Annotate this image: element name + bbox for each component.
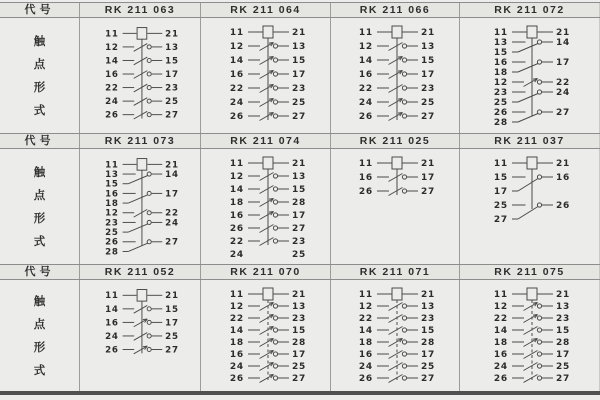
model-name-rk-211-025: RK 211 025 [331, 134, 460, 148]
diagram-cell-rk-211-037 [460, 149, 600, 264]
svg-text:22: 22 [105, 83, 119, 94]
svg-text:26: 26 [105, 237, 119, 248]
svg-text:22: 22 [493, 314, 508, 324]
svg-text:16: 16 [358, 173, 373, 183]
svg-text:27: 27 [555, 108, 570, 118]
svg-text:12: 12 [105, 208, 119, 219]
svg-text:14: 14 [229, 326, 244, 336]
section-header-row [0, 2, 600, 18]
svg-text:22: 22 [165, 208, 179, 219]
model-name-rk-211-064: RK 211 064 [201, 3, 331, 17]
svg-text:26: 26 [493, 374, 508, 384]
code-label: 代号 [0, 3, 80, 17]
svg-text:23: 23 [555, 314, 570, 324]
svg-text:25: 25 [421, 362, 436, 372]
relay-diagram-rk-211-071 [333, 280, 457, 389]
svg-text:27: 27 [291, 112, 306, 122]
contact-form-label [0, 18, 80, 133]
svg-text:22: 22 [358, 84, 373, 94]
code-label: 代号 [0, 265, 80, 279]
svg-text:23: 23 [105, 218, 119, 229]
svg-text:26: 26 [358, 187, 373, 197]
svg-text:12: 12 [105, 42, 119, 53]
svg-text:11: 11 [358, 28, 373, 38]
svg-text:14: 14 [493, 326, 508, 336]
svg-text:13: 13 [291, 42, 306, 52]
svg-text:27: 27 [165, 110, 179, 121]
svg-text:23: 23 [165, 83, 179, 94]
relay-diagram-rk-211-037 [468, 149, 592, 262]
svg-text:24: 24 [105, 97, 119, 108]
svg-text:12: 12 [229, 42, 244, 52]
svg-text:21: 21 [291, 159, 306, 169]
svg-text:21: 21 [555, 28, 570, 38]
svg-text:27: 27 [421, 187, 436, 197]
svg-text:23: 23 [291, 237, 306, 247]
coil-row-11-21 [359, 157, 435, 169]
svg-text:11: 11 [493, 159, 508, 169]
svg-text:15: 15 [165, 56, 179, 67]
coil-row-11-21 [493, 26, 569, 38]
contact-form-char: 形 [33, 213, 46, 225]
svg-text:25: 25 [165, 97, 179, 108]
contact-row-24-25 [229, 250, 305, 260]
svg-text:26: 26 [229, 374, 244, 384]
table-section-2 [0, 133, 600, 264]
svg-text:21: 21 [421, 290, 436, 300]
svg-text:13: 13 [165, 42, 179, 53]
relay-diagram-rk-211-052 [80, 280, 200, 389]
coil-row-11-21 [493, 157, 569, 169]
svg-text:28: 28 [421, 338, 436, 348]
svg-text:15: 15 [165, 304, 179, 315]
svg-text:15: 15 [291, 326, 306, 336]
svg-text:11: 11 [358, 290, 373, 300]
svg-text:15: 15 [555, 326, 570, 336]
model-name-rk-211-070: RK 211 070 [201, 265, 331, 279]
svg-text:21: 21 [165, 291, 179, 302]
code-label: 代号 [0, 134, 80, 148]
svg-text:17: 17 [421, 70, 436, 80]
table-bottom-border [0, 391, 600, 395]
svg-text:17: 17 [493, 187, 508, 197]
svg-text:23: 23 [291, 314, 306, 324]
relay-diagram-rk-211-064 [204, 18, 328, 131]
relay-diagram-rk-211-074 [204, 149, 328, 262]
relay-diagram-rk-211-072 [468, 18, 592, 131]
svg-text:18: 18 [229, 338, 244, 348]
svg-text:22: 22 [229, 84, 244, 94]
contact-form-char: 触 [33, 36, 46, 48]
svg-text:16: 16 [229, 70, 244, 80]
coil-row-11-21 [359, 26, 435, 38]
svg-text:25: 25 [165, 331, 179, 342]
svg-text:24: 24 [105, 331, 119, 342]
svg-text:12: 12 [493, 302, 508, 312]
svg-text:21: 21 [555, 290, 570, 300]
svg-text:13: 13 [493, 38, 508, 48]
svg-text:14: 14 [229, 56, 244, 66]
model-name-rk-211-066: RK 211 066 [331, 3, 460, 17]
svg-text:24: 24 [358, 98, 373, 108]
svg-text:15: 15 [493, 173, 508, 183]
svg-text:21: 21 [555, 159, 570, 169]
svg-text:23: 23 [421, 314, 436, 324]
contact-form-label [0, 149, 80, 264]
svg-text:25: 25 [555, 362, 570, 372]
svg-text:21: 21 [165, 160, 179, 171]
svg-text:24: 24 [358, 362, 373, 372]
diagram-cell-rk-211-072 [460, 18, 600, 133]
svg-text:17: 17 [165, 318, 179, 329]
svg-text:12: 12 [229, 302, 244, 312]
contact-form-char: 式 [33, 365, 46, 377]
svg-text:18: 18 [229, 198, 244, 208]
svg-text:22: 22 [229, 314, 244, 324]
svg-text:27: 27 [165, 345, 179, 356]
diagram-cell-rk-211-071 [331, 280, 460, 391]
svg-text:22: 22 [229, 237, 244, 247]
svg-text:11: 11 [493, 290, 508, 300]
diagram-cell-rk-211-063 [80, 18, 201, 133]
svg-text:26: 26 [555, 201, 570, 211]
svg-text:15: 15 [421, 326, 436, 336]
contact-form-char: 形 [33, 342, 46, 354]
svg-text:15: 15 [493, 48, 508, 58]
svg-text:28: 28 [493, 118, 508, 128]
model-name-rk-211-072: RK 211 072 [460, 3, 600, 17]
contact-form-char: 点 [33, 59, 46, 71]
table-section-1 [0, 2, 600, 133]
svg-text:16: 16 [555, 173, 570, 183]
svg-text:18: 18 [493, 68, 508, 78]
model-name-rk-211-063: RK 211 063 [80, 3, 201, 17]
svg-text:21: 21 [421, 159, 436, 169]
svg-text:23: 23 [291, 84, 306, 94]
svg-text:18: 18 [493, 338, 508, 348]
svg-text:12: 12 [358, 42, 373, 52]
section-body-row [0, 280, 600, 391]
svg-text:16: 16 [493, 58, 508, 68]
svg-text:14: 14 [105, 56, 119, 67]
svg-text:14: 14 [555, 38, 570, 48]
diagram-cell-rk-211-064 [201, 18, 331, 133]
diagram-cell-rk-211-066 [331, 18, 460, 133]
svg-text:17: 17 [291, 211, 306, 221]
svg-text:28: 28 [555, 338, 570, 348]
svg-text:11: 11 [229, 28, 244, 38]
model-name-rk-211-071: RK 211 071 [331, 265, 460, 279]
svg-text:11: 11 [105, 291, 119, 302]
contact-form-char: 点 [33, 319, 46, 331]
diagram-cell-rk-211-025 [331, 149, 460, 264]
svg-text:17: 17 [291, 350, 306, 360]
svg-text:11: 11 [358, 159, 373, 169]
svg-text:24: 24 [229, 250, 244, 260]
svg-text:11: 11 [105, 160, 119, 171]
relay-contact-table [0, 2, 600, 391]
coil-row-11-21 [105, 28, 179, 40]
svg-text:17: 17 [421, 173, 436, 183]
svg-text:25: 25 [291, 362, 306, 372]
svg-text:27: 27 [165, 237, 179, 248]
svg-text:27: 27 [291, 224, 306, 234]
svg-text:14: 14 [229, 185, 244, 195]
svg-text:16: 16 [358, 70, 373, 80]
svg-text:23: 23 [493, 88, 508, 98]
svg-text:16: 16 [105, 69, 119, 80]
svg-text:21: 21 [421, 28, 436, 38]
svg-text:12: 12 [493, 78, 508, 88]
coil-row-11-21 [105, 159, 179, 171]
contact-form-char: 触 [33, 167, 46, 179]
svg-text:13: 13 [291, 172, 306, 182]
relay-diagram-rk-211-070 [204, 280, 328, 389]
contact-form-char: 式 [33, 236, 46, 248]
svg-text:21: 21 [291, 28, 306, 38]
svg-text:28: 28 [291, 338, 306, 348]
contact-form-char: 式 [33, 105, 46, 117]
svg-text:17: 17 [421, 350, 436, 360]
coil-row-11-21 [493, 288, 569, 300]
svg-text:16: 16 [105, 318, 119, 329]
section-body-row [0, 149, 600, 264]
svg-text:15: 15 [291, 185, 306, 195]
coil-row-11-21 [105, 290, 179, 302]
coil-row-11-21 [229, 157, 305, 169]
svg-text:28: 28 [291, 198, 306, 208]
svg-text:17: 17 [555, 58, 570, 68]
contact-form-char: 点 [33, 190, 46, 202]
relay-diagram-rk-211-075 [468, 280, 592, 389]
svg-text:25: 25 [291, 98, 306, 108]
diagram-cell-rk-211-070 [201, 280, 331, 391]
svg-text:27: 27 [421, 374, 436, 384]
svg-text:27: 27 [555, 374, 570, 384]
svg-text:11: 11 [105, 29, 119, 40]
svg-text:15: 15 [105, 179, 119, 190]
relay-diagram-rk-211-063 [80, 18, 200, 131]
svg-text:24: 24 [229, 98, 244, 108]
svg-text:27: 27 [291, 374, 306, 384]
svg-text:16: 16 [493, 350, 508, 360]
svg-text:26: 26 [493, 108, 508, 118]
svg-text:25: 25 [493, 201, 508, 211]
svg-text:13: 13 [421, 302, 436, 312]
svg-text:12: 12 [229, 172, 244, 182]
svg-text:25: 25 [105, 228, 119, 239]
svg-text:17: 17 [165, 69, 179, 80]
svg-text:11: 11 [229, 159, 244, 169]
svg-text:23: 23 [421, 84, 436, 94]
svg-text:11: 11 [493, 28, 508, 38]
model-name-rk-211-075: RK 211 075 [460, 265, 600, 279]
model-name-rk-211-052: RK 211 052 [80, 265, 201, 279]
svg-text:14: 14 [358, 326, 373, 336]
table-section-3 [0, 264, 600, 391]
svg-text:16: 16 [229, 211, 244, 221]
svg-text:13: 13 [555, 302, 570, 312]
svg-text:26: 26 [105, 345, 119, 356]
section-body-row [0, 18, 600, 133]
svg-text:16: 16 [229, 350, 244, 360]
svg-text:16: 16 [358, 350, 373, 360]
svg-text:13: 13 [105, 169, 119, 180]
svg-text:11: 11 [229, 290, 244, 300]
svg-text:15: 15 [291, 56, 306, 66]
svg-text:16: 16 [105, 189, 119, 200]
model-name-rk-211-037: RK 211 037 [460, 134, 600, 148]
svg-text:26: 26 [229, 224, 244, 234]
diagram-cell-rk-211-075 [460, 280, 600, 391]
svg-text:24: 24 [555, 88, 570, 98]
svg-text:17: 17 [291, 70, 306, 80]
model-name-rk-211-074: RK 211 074 [201, 134, 331, 148]
coil-row-11-21 [359, 288, 435, 300]
section-header-row [0, 264, 600, 280]
svg-text:21: 21 [291, 290, 306, 300]
svg-text:12: 12 [358, 302, 373, 312]
svg-text:26: 26 [358, 112, 373, 122]
svg-text:26: 26 [358, 374, 373, 384]
svg-text:24: 24 [493, 362, 508, 372]
coil-row-11-21 [229, 288, 305, 300]
svg-text:25: 25 [493, 98, 508, 108]
svg-text:21: 21 [165, 29, 179, 40]
svg-text:17: 17 [165, 189, 179, 200]
svg-text:22: 22 [358, 314, 373, 324]
contact-form-char: 触 [33, 296, 46, 308]
relay-diagram-rk-211-073 [80, 149, 200, 262]
diagram-cell-rk-211-052 [80, 280, 201, 391]
svg-text:25: 25 [291, 250, 306, 260]
svg-text:14: 14 [165, 169, 179, 180]
svg-text:27: 27 [493, 215, 508, 225]
svg-text:14: 14 [105, 304, 119, 315]
svg-text:17: 17 [555, 350, 570, 360]
coil-row-11-21 [229, 26, 305, 38]
relay-diagram-rk-211-025 [333, 149, 457, 262]
svg-text:27: 27 [421, 112, 436, 122]
svg-text:24: 24 [165, 218, 179, 229]
svg-text:15: 15 [421, 56, 436, 66]
svg-text:22: 22 [555, 78, 570, 88]
svg-text:13: 13 [291, 302, 306, 312]
svg-text:26: 26 [105, 110, 119, 121]
svg-text:24: 24 [229, 362, 244, 372]
svg-text:28: 28 [105, 247, 119, 258]
relay-diagram-rk-211-066 [333, 18, 457, 131]
diagram-cell-rk-211-074 [201, 149, 331, 264]
svg-text:13: 13 [421, 42, 436, 52]
svg-text:25: 25 [421, 98, 436, 108]
contact-form-label [0, 280, 80, 391]
svg-text:26: 26 [229, 112, 244, 122]
section-header-row [0, 133, 600, 149]
svg-text:14: 14 [358, 56, 373, 66]
diagram-cell-rk-211-073 [80, 149, 201, 264]
model-name-rk-211-073: RK 211 073 [80, 134, 201, 148]
svg-text:18: 18 [358, 338, 373, 348]
svg-text:18: 18 [105, 198, 119, 209]
contact-form-char: 形 [33, 82, 46, 94]
